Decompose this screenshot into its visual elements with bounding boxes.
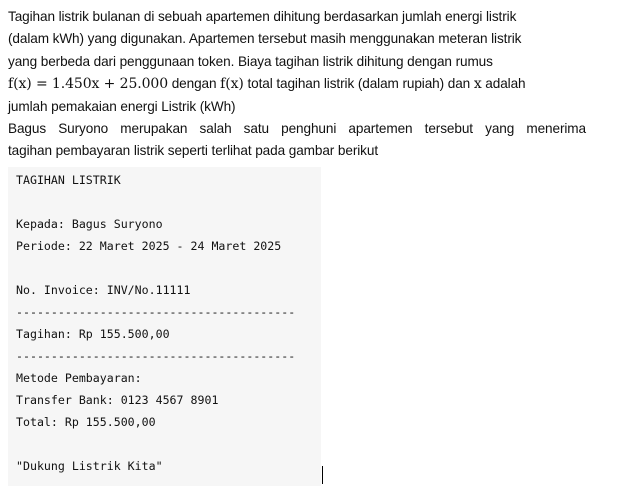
problem-text <box>8 6 586 163</box>
text-cursor <box>322 466 323 484</box>
formula-fx: f(x) <box>220 76 244 93</box>
formula-mid: dengan <box>168 76 221 92</box>
receipt-total: Total: Rp 155.500,00 <box>16 415 156 429</box>
formula-lhs: f(x) = 1.450x + 25.000 <box>8 76 169 93</box>
paragraph1-line3: yang berbeda dari penggunaan token. Biaya tagihan listrik dihitung dengan rumus <box>8 53 493 69</box>
paragraph2-line1: Bagus Suryono merupakan salah satu penghuni apartemen tersebut yang menerima <box>8 121 586 137</box>
electricity-bill-receipt <box>8 167 321 486</box>
receipt-invoice-number: No. Invoice: INV/No.11111 <box>16 283 191 297</box>
receipt-slogan: "Dukung Listrik Kita" <box>16 459 163 473</box>
paragraph2-line2: tagihan pembayaran listrik seperti terlihat pada gambar berikut <box>8 143 378 159</box>
receipt-title: TAGIHAN LISTRIK <box>16 173 121 187</box>
receipt-period: Periode: 22 Maret 2025 - 24 Maret 2025 <box>16 239 282 253</box>
receipt-bank-transfer: Transfer Bank: 0123 4567 8901 <box>16 393 219 407</box>
receipt-amount-due: Tagihan: Rp 155.500,00 <box>16 327 170 341</box>
formula-x: x <box>473 76 482 93</box>
paragraph1-line1: Tagihan listrik bulanan di sebuah apartemen dihitung berdasarkan jumlah energi listrik <box>8 9 517 24</box>
paragraph1-line5: jumlah pemakaian energi Listrik (kWh) <box>8 98 236 114</box>
receipt-divider-2: ---------------------------------------- <box>16 349 296 363</box>
formula-text2: adalah <box>481 76 526 92</box>
formula-text1: total tagihan listrik (dalam rupiah) dan <box>243 76 474 92</box>
formula-line <box>8 73 586 95</box>
receipt-payment-method: Metode Pembayaran: <box>16 371 142 385</box>
receipt-divider-1: ---------------------------------------- <box>16 305 296 319</box>
paragraph1-line2: (dalam kWh) yang digunakan. Apartemen tersebut masih menggunakan meteran listrik <box>8 31 522 47</box>
receipt-recipient: Kepada: Bagus Suryono <box>16 217 163 231</box>
